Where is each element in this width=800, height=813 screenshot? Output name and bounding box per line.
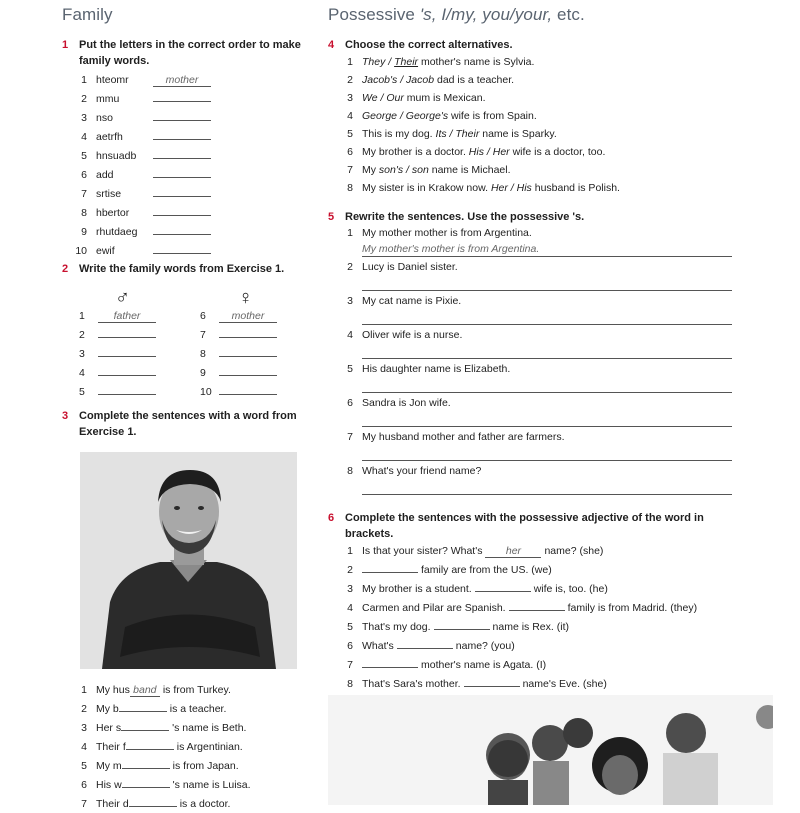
sentence-end: is a teacher.	[169, 703, 227, 715]
item-number: 4	[81, 131, 87, 143]
item-number: 4	[347, 329, 353, 341]
sentence-end: is from Japan.	[172, 760, 239, 772]
item-number: 1	[347, 545, 353, 557]
answer-blank[interactable]	[509, 598, 565, 611]
answer-blank[interactable]	[153, 184, 211, 197]
rewrite-item	[328, 259, 748, 293]
answer-blank[interactable]	[153, 203, 211, 216]
man-photo	[80, 452, 297, 669]
exercise-instruction: Rewrite the sentences. Use the possessive 's.	[345, 211, 585, 223]
answer-blank[interactable]	[153, 146, 211, 159]
original-sentence: Oliver wife is a nurse.	[362, 329, 463, 341]
title-part: etc.	[552, 5, 585, 24]
sentence-end: is Argentinian.	[176, 741, 243, 753]
section-title-family: Family	[62, 5, 113, 24]
answer-blank[interactable]	[153, 165, 211, 178]
sentence-end: wife is, too. (he)	[533, 583, 608, 595]
sentence-end: husband is Polish.	[531, 182, 620, 194]
sentence	[362, 161, 511, 179]
item-number: 8	[347, 678, 353, 690]
item-number: 2	[81, 703, 87, 715]
list-item	[328, 293, 748, 309]
option-a[interactable]: Its	[435, 128, 447, 140]
sentence-end: 's name is Luisa.	[172, 779, 251, 791]
exercise-5-header	[328, 209, 748, 225]
item-number: 1	[347, 227, 353, 239]
list-item	[328, 225, 748, 241]
item-number: 5	[81, 150, 87, 162]
list-item	[328, 598, 728, 617]
answer-blank[interactable]	[121, 718, 169, 731]
exercise-6-header	[328, 510, 728, 542]
exercise-2-header	[62, 261, 302, 277]
sentence-end: name's Eve. (she)	[522, 678, 607, 690]
item-number: 1	[81, 684, 87, 696]
item-number: 1	[81, 74, 87, 86]
alternatives-list	[328, 53, 748, 197]
option-separator: /	[397, 74, 407, 86]
rewrite-item	[328, 463, 748, 497]
sentence-start: My brother is a doctor.	[362, 146, 469, 158]
sentence	[362, 71, 514, 89]
answer-blank[interactable]: mother	[153, 74, 211, 87]
exercise-number: 6	[328, 512, 335, 524]
sentence-end: is a doctor.	[179, 798, 231, 810]
sentence-end: wife is from Spain.	[448, 110, 537, 122]
title-part-italic: 's, I/my, you/your,	[419, 5, 553, 24]
sentence-start: My b	[96, 703, 119, 715]
rewrite-item	[328, 429, 748, 463]
sentence-start: Their f	[96, 741, 126, 753]
item-number: 7	[347, 431, 353, 443]
item-number: 6	[347, 397, 353, 409]
sentence-end: 's name is Beth.	[172, 722, 247, 734]
list-item	[62, 794, 302, 813]
exercise-3	[62, 408, 302, 440]
left-column	[62, 0, 307, 810]
list-item	[328, 107, 748, 125]
list-item	[328, 463, 748, 479]
right-column	[328, 0, 748, 800]
item-number: 7	[81, 188, 87, 200]
option-separator: /	[446, 128, 456, 140]
answer-blank[interactable]	[434, 617, 490, 630]
answer-blank[interactable]	[153, 108, 211, 121]
sentence-end: name is Michael.	[428, 164, 511, 176]
option-a[interactable]: Her	[490, 182, 508, 194]
exercise-number: 5	[328, 211, 335, 223]
rewrite-item	[328, 327, 748, 361]
rewrite-item	[328, 395, 748, 429]
list-item	[328, 327, 748, 343]
list-item	[200, 382, 277, 401]
answer-blank[interactable]	[362, 655, 418, 668]
sentence-start: That's Sara's mother.	[362, 678, 461, 690]
exercise-instruction: Choose the correct alternatives.	[345, 39, 513, 51]
item-number: 3	[79, 348, 85, 360]
list-item	[62, 203, 302, 222]
answer-blank[interactable]	[153, 127, 211, 140]
answer-blank[interactable]	[122, 775, 170, 788]
item-number: 3	[347, 295, 353, 307]
scrambled-word: rhutdaeg	[96, 226, 138, 238]
item-number: 5	[81, 760, 87, 772]
exercise-3-header	[62, 408, 302, 440]
scrambled-word: mmu	[96, 93, 120, 105]
sentence-end: family are from the US. (we)	[421, 564, 552, 576]
item-number: 5	[347, 128, 353, 140]
list-item	[62, 699, 302, 718]
item-number: 6	[81, 779, 87, 791]
option-separator: /	[483, 146, 493, 158]
option-a[interactable]: Jacob's	[362, 74, 398, 86]
answer-blank[interactable]	[464, 674, 520, 687]
list-item	[328, 560, 728, 579]
sentence-start: My	[362, 164, 379, 176]
item-number: 10	[75, 245, 87, 257]
list-item	[79, 307, 156, 325]
list-item	[62, 89, 302, 108]
sentence-start: Her s	[96, 722, 122, 734]
list-item	[79, 363, 156, 382]
sentence-start: Carmen and Pilar are Spanish.	[362, 602, 506, 614]
female-words-column	[200, 307, 277, 401]
item-number: 9	[81, 226, 87, 238]
list-item	[328, 542, 728, 560]
answer-blank[interactable]	[122, 756, 170, 769]
list-item	[200, 344, 277, 363]
item-number: 9	[200, 367, 206, 379]
exercise-number: 2	[62, 263, 69, 275]
item-number: 3	[81, 112, 87, 124]
sentence-end: name? (you)	[455, 640, 515, 652]
option-separator: /	[377, 92, 387, 104]
sentence-start: That's my dog.	[362, 621, 431, 633]
family-group-photo	[328, 695, 773, 805]
sentence-start: Is that your sister? What's	[362, 545, 483, 557]
list-item	[328, 395, 748, 411]
answer-blank[interactable]	[98, 344, 156, 357]
option-b[interactable]: George's	[405, 110, 449, 122]
item-number: 10	[200, 386, 212, 398]
sentence-end: dad is a teacher.	[434, 74, 515, 86]
option-b[interactable]: Their	[455, 128, 480, 140]
sentence-end: mum is Mexican.	[403, 92, 486, 104]
option-b[interactable]: Her	[492, 146, 510, 158]
list-item	[200, 307, 277, 325]
item-number: 2	[347, 261, 353, 273]
sentence-start: My brother is a student.	[362, 583, 472, 595]
answer-blank[interactable]	[153, 241, 211, 254]
list-item	[328, 125, 748, 143]
item-number: 6	[347, 146, 353, 158]
item-number: 3	[81, 722, 87, 734]
answer-blank[interactable]	[219, 344, 277, 357]
item-number: 2	[347, 564, 353, 576]
scrambled-word: hbertor	[96, 207, 130, 219]
rewrite-item	[328, 225, 748, 259]
rewrite-item	[328, 293, 748, 327]
original-sentence: What's your friend name?	[362, 465, 482, 477]
list-item	[328, 655, 728, 674]
list-item	[62, 756, 302, 775]
item-number: 8	[347, 182, 353, 194]
list-item	[200, 363, 277, 382]
list-item	[62, 681, 302, 699]
option-separator: /	[507, 182, 517, 194]
option-separator: /	[403, 164, 412, 176]
sentence-end: name is Sparky.	[479, 128, 557, 140]
exercise-2	[62, 261, 302, 277]
answer-line[interactable]	[362, 481, 732, 495]
list-item	[62, 222, 302, 241]
sentence	[362, 125, 557, 143]
word-list	[62, 71, 302, 260]
answer-blank[interactable]: father	[98, 310, 156, 323]
sentence	[362, 53, 534, 71]
item-number: 8	[200, 348, 206, 360]
sentence	[362, 179, 620, 197]
answer-line[interactable]	[362, 345, 732, 359]
list-item	[328, 89, 748, 107]
list-item	[328, 674, 728, 693]
list-item	[62, 241, 302, 260]
rewrite-item	[328, 361, 748, 395]
original-sentence: My husband mother and father are farmers.	[362, 431, 565, 443]
option-b[interactable]: Jacob	[406, 74, 435, 86]
female-symbol-icon: ♀	[238, 287, 253, 309]
male-symbol-icon: ♂	[115, 287, 130, 309]
section-title-possessive	[328, 5, 585, 25]
item-number: 6	[347, 640, 353, 652]
family-illustration	[328, 695, 773, 805]
sentence-end: mother's name is Sylvia.	[418, 56, 535, 68]
exercise-instruction: Complete the sentences with a word from Exercise 1.	[79, 410, 297, 438]
list-item	[62, 165, 302, 184]
item-number: 3	[347, 583, 353, 595]
item-number: 7	[200, 329, 206, 341]
sentence	[362, 107, 537, 125]
list-item	[62, 146, 302, 165]
answer-blank[interactable]	[129, 794, 177, 807]
answer-blank[interactable]	[119, 699, 167, 712]
list-item	[328, 259, 748, 275]
answer-blank[interactable]	[126, 737, 174, 750]
scrambled-word: hteomr	[96, 74, 129, 86]
option-a[interactable]: son's	[378, 164, 404, 176]
item-number: 2	[79, 329, 85, 341]
option-a[interactable]: George	[362, 110, 398, 122]
list-item	[328, 579, 728, 598]
item-number: 4	[347, 110, 353, 122]
answer-blank[interactable]	[98, 382, 156, 395]
list-item	[200, 325, 277, 344]
item-number: 5	[347, 621, 353, 633]
answer-blank[interactable]	[362, 560, 418, 573]
item-number: 1	[347, 56, 353, 68]
fill-list	[328, 542, 728, 693]
item-number: 5	[347, 363, 353, 375]
exercise-instruction: Complete the sentences with the possessive adjective of the word in brackets.	[345, 512, 704, 540]
answer-line[interactable]	[362, 277, 732, 291]
male-words-column	[79, 307, 156, 401]
sentence-end: mother's name is Agata. (I)	[421, 659, 547, 671]
answer-blank[interactable]	[98, 325, 156, 338]
list-item	[62, 737, 302, 756]
answer-line[interactable]	[362, 311, 732, 325]
exercise-4-header	[328, 37, 748, 53]
original-sentence: Sandra is Jon wife.	[362, 397, 451, 409]
item-number: 6	[200, 310, 206, 322]
scrambled-word: aetrfh	[96, 131, 123, 143]
sentence	[362, 143, 605, 161]
exercise-5	[328, 209, 748, 497]
answer-blank[interactable]	[219, 382, 277, 395]
list-item	[328, 161, 748, 179]
answer-blank[interactable]	[475, 579, 531, 592]
list-item	[328, 636, 728, 655]
list-item	[79, 382, 156, 401]
item-number: 4	[347, 602, 353, 614]
scrambled-word: nso	[96, 112, 113, 124]
title-part: Possessive	[328, 5, 420, 24]
answer-blank[interactable]: band	[130, 684, 160, 697]
answer-blank[interactable]	[219, 363, 277, 376]
original-sentence: My mother mother is from Argentina.	[362, 227, 532, 239]
list-item	[328, 429, 748, 445]
item-number: 2	[347, 74, 353, 86]
sentence-end: family is from Madrid. (they)	[567, 602, 698, 614]
option-a[interactable]: His	[468, 146, 484, 158]
exercise-instruction: Write the family words from Exercise 1.	[79, 263, 285, 275]
answer-line[interactable]	[362, 379, 732, 393]
exercise-number: 1	[62, 39, 69, 51]
option-separator: /	[385, 56, 395, 68]
item-number: 6	[81, 169, 87, 181]
item-number: 5	[79, 386, 85, 398]
list-item	[62, 71, 302, 89]
sentence-end: name? (she)	[544, 545, 604, 557]
scrambled-word: ewif	[96, 245, 115, 257]
sentence-start: Their d	[96, 798, 129, 810]
option-b[interactable]: Their	[394, 56, 419, 68]
list-item	[79, 325, 156, 344]
scrambled-word: hnsuadb	[96, 150, 137, 162]
answer-blank[interactable]	[98, 363, 156, 376]
answer-line[interactable]	[362, 413, 732, 427]
answer-blank[interactable]	[153, 89, 211, 102]
list-item	[328, 53, 748, 71]
option-b[interactable]: son	[411, 164, 429, 176]
sentence-end: is from Turkey.	[162, 684, 231, 696]
original-sentence: My cat name is Pixie.	[362, 295, 462, 307]
answer-line[interactable]: My mother's mother is from Argentina.	[362, 243, 732, 257]
list-item	[62, 108, 302, 127]
list-item	[328, 71, 748, 89]
item-number: 4	[81, 741, 87, 753]
answer-blank[interactable]: mother	[219, 310, 277, 323]
answer-blank[interactable]: her	[485, 545, 541, 558]
option-b[interactable]: Our	[386, 92, 404, 104]
answer-line[interactable]	[362, 447, 732, 461]
item-number: 4	[79, 367, 85, 379]
exercise-1	[62, 37, 302, 260]
sentence-start: My hus	[96, 684, 130, 696]
exercise-1-header	[62, 37, 302, 69]
answer-blank[interactable]	[153, 222, 211, 235]
sentence-start: This is my dog.	[362, 128, 436, 140]
exercise-number: 4	[328, 39, 335, 51]
exercise-4	[328, 37, 748, 197]
item-number: 2	[81, 93, 87, 105]
option-b[interactable]: His	[516, 182, 532, 194]
item-number: 1	[79, 310, 85, 322]
list-item	[62, 184, 302, 203]
sentence-start: My sister is in Krakow now.	[362, 182, 491, 194]
item-number: 7	[81, 798, 87, 810]
option-separator: /	[397, 110, 406, 122]
list-item	[328, 143, 748, 161]
list-item	[62, 127, 302, 146]
exercise-number: 3	[62, 410, 69, 422]
option-a[interactable]: They	[362, 56, 386, 68]
sentence-start: His w	[96, 779, 122, 791]
item-number: 8	[347, 465, 353, 477]
scrambled-word: add	[96, 169, 114, 181]
item-number: 7	[347, 164, 353, 176]
sentence-start: My m	[96, 760, 122, 772]
option-a[interactable]: We	[362, 92, 378, 104]
list-item	[62, 775, 302, 794]
sentence-end: wife is a doctor, too.	[509, 146, 606, 158]
list-item	[62, 718, 302, 737]
list-item	[328, 361, 748, 377]
item-number: 7	[347, 659, 353, 671]
sentence-start: What's	[362, 640, 394, 652]
sentence-end: name is Rex. (it)	[492, 621, 569, 633]
rewrite-list	[328, 225, 748, 497]
man-illustration	[80, 452, 297, 669]
answer-blank[interactable]	[397, 636, 453, 649]
original-sentence: His daughter name is Elizabeth.	[362, 363, 511, 375]
exercise-6	[328, 510, 728, 693]
sentence	[362, 89, 486, 107]
item-number: 8	[81, 207, 87, 219]
list-item	[79, 344, 156, 363]
list-item	[328, 179, 748, 197]
exercise-instruction: Put the letters in the correct order to make family words.	[79, 39, 301, 67]
item-number: 3	[347, 92, 353, 104]
original-sentence: Lucy is Daniel sister.	[362, 261, 458, 273]
list-item	[328, 617, 728, 636]
answer-blank[interactable]	[219, 325, 277, 338]
scrambled-word: srtise	[96, 188, 122, 200]
sentence-list	[62, 681, 302, 813]
